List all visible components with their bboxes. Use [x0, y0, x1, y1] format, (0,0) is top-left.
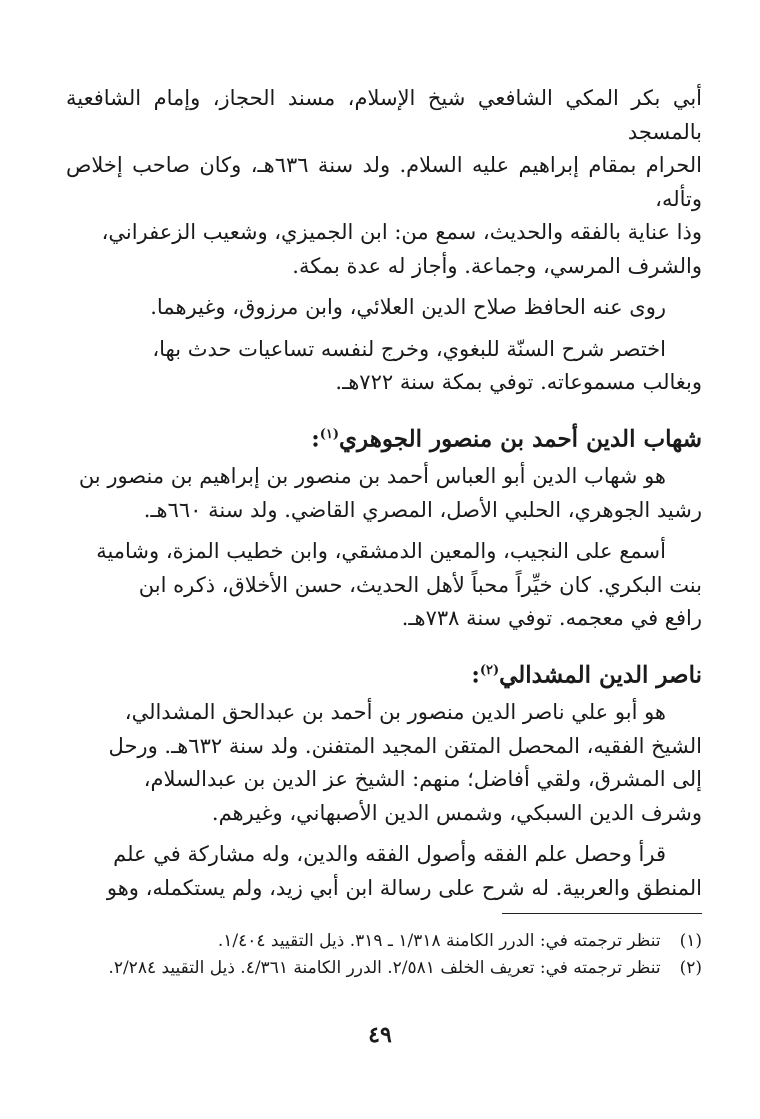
text-line: وبغالب مسموعاته. توفي بمكة سنة ٧٢٢هـ. [335, 370, 702, 394]
paragraph-4 [66, 460, 702, 527]
footnote-number: (١) [679, 931, 702, 951]
text-line: هو أبو علي ناصر الدين منصور بن أحمد بن عبدالحق المشدالي، [124, 700, 666, 725]
text-line: رافع في معجمه. توفي سنة ٧٣٨هـ. [401, 606, 702, 631]
text-line: والشرف المرسي، وجماعة. وأجاز له عدة بمكة. [292, 253, 702, 278]
heading-text: شهاب الدين أحمد بن منصور الجوهري [339, 425, 702, 453]
text-line: اختصر شرح السنّة للبغوي، وخرج لنفسه تساعيات حدث بها، [152, 336, 666, 361]
footnote-2 [66, 955, 702, 982]
footnote-text: تنظر ترجمته في: الدرر الكامنة ١/٣١٨ ـ ٣١٩. ذيل التقييد ١/٤٠٤. [217, 931, 661, 951]
footnote-ref-1[interactable]: (١) [319, 426, 340, 442]
footnote-1 [66, 928, 702, 955]
text-line: قرأ وحصل علم الفقه وأصول الفقه والدين، وله مشاركة في علم [113, 842, 666, 867]
heading-text: ناصر الدين المشدالي [499, 661, 702, 689]
footnote-text: تنظر ترجمته في: تعريف الخلف ٢/٥٨١. الدرر الكامنة ٤/٣٦١. ذيل التقييد ٢/٢٨٤. [108, 958, 661, 978]
section-heading-almashdali: ناصر الدين المشدالي$^{(٢)}$: [471, 661, 702, 689]
footnote-separator [502, 913, 702, 914]
text-line: إلى المشرق، ولقي أفاضل؛ منهم: الشيخ عز الدين بن عبدالسلام، [143, 767, 702, 792]
text-line: رشيد الجوهري، الحلبي الأصل، المصري القاضي. ولد سنة ٦٦٠هـ. [143, 497, 702, 522]
text-line: المنطق والعربية. له شرح على رسالة ابن أبي زيد، ولم يستكمله، وهو [106, 875, 702, 900]
text-line: بنت البكري. كان خيِّراً محباً لأهل الحديث، حسن الأخلاق، ذكره ابن [138, 572, 702, 597]
section-heading-aljawhari: شهاب الدين أحمد بن منصور الجوهري$^{(١)}$: [311, 425, 702, 453]
text-line: وذا عناية بالفقه والحديث، سمع من: ابن الجميزي، وشعيب الزعفراني، [101, 220, 702, 244]
paragraph-1 [66, 82, 702, 283]
text-line: الشيخ الفقيه، المحصل المتقن المجيد المتفنن. ولد سنة ٦٣٢هـ. ورحل [108, 733, 702, 758]
text-line: روى عنه الحافظ صلاح الدين العلائي، وابن مرزوق، وغيرهما. [150, 295, 666, 319]
paragraph-5 [66, 535, 702, 636]
text-line: وشرف الدين السبكي، وشمس الدين الأصبهاني، وغيرهم. [211, 800, 702, 825]
text-line: الحرام بمقام إبراهيم عليه السلام. ولد سنة ٦٣٦هـ، وكان صاحب إخلاص وتأله، [66, 153, 702, 211]
footnote-ref-2[interactable]: (٢) [479, 662, 500, 678]
footnote-number: (٢) [679, 958, 702, 978]
text-line: أسمع على النجيب، والمعين الدمشقي، وابن خطيب المزة، وشامية [96, 539, 666, 564]
page-number: ٤٩ [368, 1022, 392, 1048]
paragraph-7 [66, 838, 702, 905]
paragraph-2 [66, 291, 702, 325]
paragraph-3 [66, 333, 702, 400]
text-line: أبي بكر المكي الشافعي شيخ الإسلام، مسند الحجاز، وإمام الشافعية بالمسجد [66, 86, 702, 144]
text-line: هو شهاب الدين أبو العباس أحمد بن منصور بن إبراهيم بن منصور بن [78, 464, 666, 489]
paragraph-6 [66, 696, 702, 830]
